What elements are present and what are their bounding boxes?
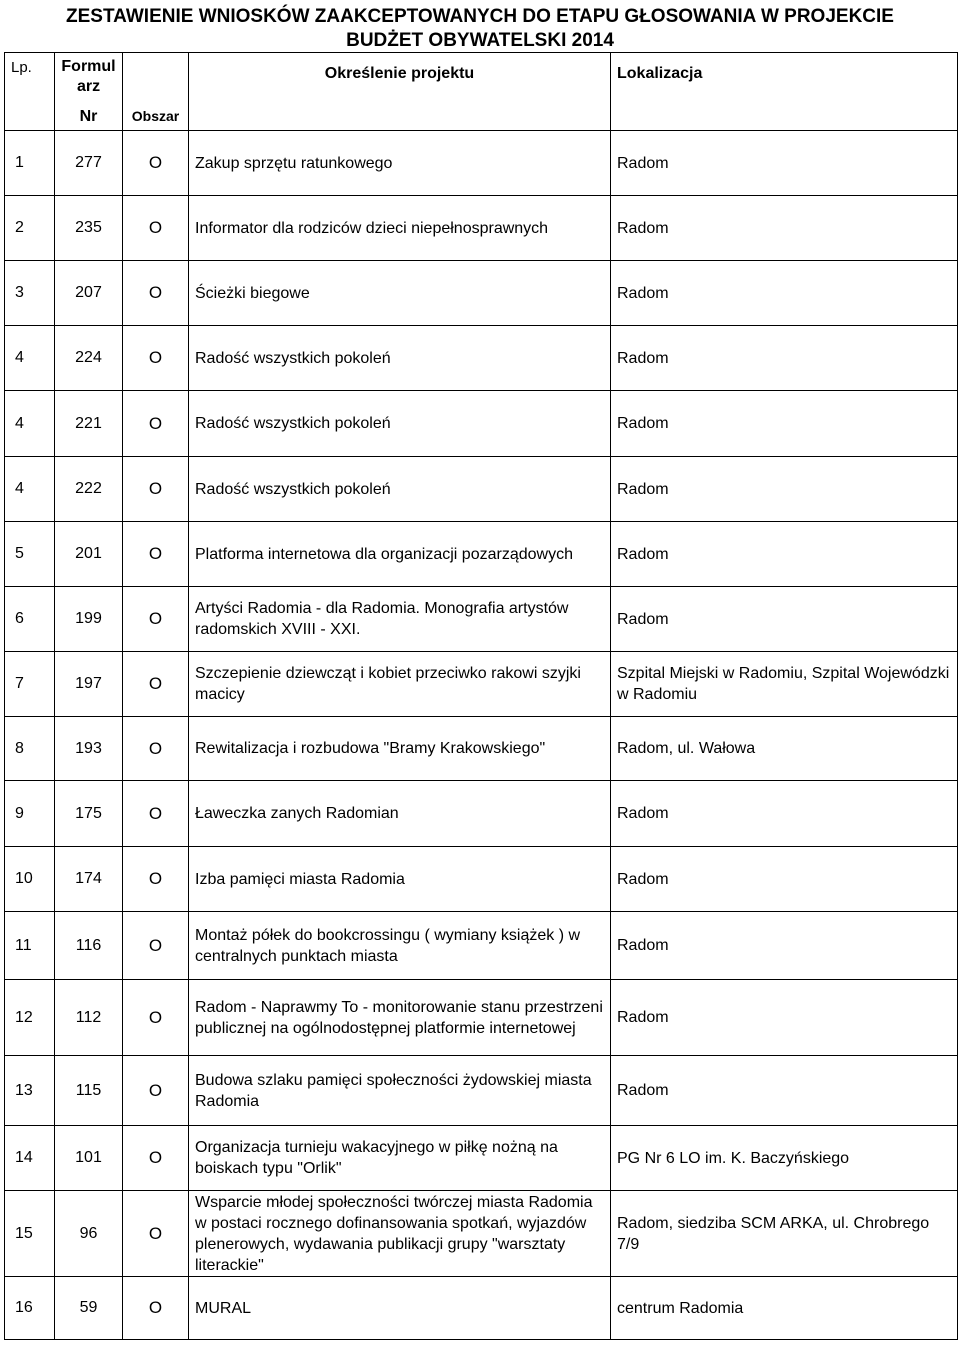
- table-row: [5, 781, 958, 847]
- cell-obszar: O: [123, 261, 189, 326]
- cell-lokalizacja: Radom: [611, 587, 958, 652]
- cell-lp: 6: [5, 587, 55, 652]
- header-lokalizacja: Lokalizacja: [611, 53, 958, 131]
- cell-projekt: MURAL: [189, 1277, 611, 1340]
- cell-obszar: O: [123, 980, 189, 1056]
- cell-lp: 12: [5, 980, 55, 1056]
- cell-projekt: Zakup sprzętu ratunkowego: [189, 131, 611, 196]
- header-projekt: Określenie projektu: [189, 53, 611, 131]
- cell-obszar: O: [123, 391, 189, 457]
- cell-projekt: Radom - Naprawmy To - monitorowanie stanu przestrzeni publicznej na ogólnodostępnej platformie internetowej: [189, 980, 611, 1056]
- cell-nr: 277: [55, 131, 123, 196]
- cell-lp: 4: [5, 326, 55, 391]
- cell-lokalizacja: Radom: [611, 131, 958, 196]
- table-row: [5, 847, 958, 912]
- table-row: [5, 391, 958, 457]
- cell-lp: 5: [5, 522, 55, 587]
- cell-obszar: O: [123, 196, 189, 261]
- table-row: [5, 522, 958, 587]
- cell-projekt: Montaż półek do bookcrossingu ( wymiany książek ) w centralnych punktach miasta: [189, 912, 611, 980]
- cell-lp: 15: [5, 1191, 55, 1277]
- cell-projekt: Izba pamięci miasta Radomia: [189, 847, 611, 912]
- cell-nr: 174: [55, 847, 123, 912]
- cell-projekt: Ławeczka zanych Radomian: [189, 781, 611, 847]
- projects-table: [4, 52, 958, 1340]
- cell-lokalizacja: Radom: [611, 196, 958, 261]
- header-nr: [55, 53, 123, 131]
- cell-projekt: Platforma internetowa dla organizacji pozarządowych: [189, 522, 611, 587]
- cell-obszar: O: [123, 1191, 189, 1277]
- table-row: [5, 131, 958, 196]
- cell-projekt: Wsparcie młodej społeczności twórczej miasta Radomia w postaci rocznego dofinansowania spotkań, wyjazdów plenerowych, wydawania publikacji grupy "warsztaty literackie": [189, 1191, 611, 1277]
- header-obszar: Obszar: [123, 53, 189, 131]
- cell-nr: 201: [55, 522, 123, 587]
- cell-projekt: Ścieżki biegowe: [189, 261, 611, 326]
- cell-obszar: O: [123, 717, 189, 781]
- cell-lokalizacja: Szpital Miejski w Radomiu, Szpital Wojewódzki w Radomiu: [611, 652, 958, 717]
- table-body: [5, 53, 958, 1340]
- cell-lokalizacja: Radom: [611, 326, 958, 391]
- cell-projekt: Radość wszystkich pokoleń: [189, 326, 611, 391]
- cell-lokalizacja: Radom, ul. Wałowa: [611, 717, 958, 781]
- table-row: [5, 1126, 958, 1191]
- cell-lp: 1: [5, 131, 55, 196]
- cell-lp: 7: [5, 652, 55, 717]
- title-line-2: BUDŻET OBYWATELSKI 2014: [346, 30, 614, 51]
- cell-obszar: O: [123, 847, 189, 912]
- cell-obszar: O: [123, 1126, 189, 1191]
- cell-lokalizacja: Radom: [611, 912, 958, 980]
- cell-projekt: Radość wszystkich pokoleń: [189, 391, 611, 457]
- cell-nr: 224: [55, 326, 123, 391]
- table-row: [5, 912, 958, 980]
- cell-nr: 116: [55, 912, 123, 980]
- cell-obszar: O: [123, 326, 189, 391]
- cell-projekt: Radość wszystkich pokoleń: [189, 457, 611, 522]
- cell-lp: 4: [5, 391, 55, 457]
- table-row: [5, 326, 958, 391]
- cell-obszar: O: [123, 1277, 189, 1340]
- cell-lokalizacja: Radom: [611, 261, 958, 326]
- cell-lp: 3: [5, 261, 55, 326]
- cell-nr: 193: [55, 717, 123, 781]
- cell-lp: 8: [5, 717, 55, 781]
- cell-lokalizacja: Radom: [611, 781, 958, 847]
- table-row: [5, 587, 958, 652]
- cell-lokalizacja: Radom: [611, 522, 958, 587]
- cell-obszar: O: [123, 912, 189, 980]
- table-row: [5, 457, 958, 522]
- cell-lp: 2: [5, 196, 55, 261]
- cell-lokalizacja: Radom: [611, 457, 958, 522]
- header-row: [5, 53, 958, 131]
- cell-projekt: Rewitalizacja i rozbudowa "Bramy Krakowskiego": [189, 717, 611, 781]
- table-row: [5, 1056, 958, 1126]
- table-row: [5, 980, 958, 1056]
- cell-lp: 11: [5, 912, 55, 980]
- cell-obszar: O: [123, 522, 189, 587]
- table-row: [5, 1277, 958, 1340]
- cell-lokalizacja: Radom: [611, 980, 958, 1056]
- cell-lokalizacja: Radom, siedziba SCM ARKA, ul. Chrobrego 7/9: [611, 1191, 958, 1277]
- cell-lp: 10: [5, 847, 55, 912]
- cell-projekt: Szczepienie dziewcząt i kobiet przeciwko rakowi szyjki macicy: [189, 652, 611, 717]
- cell-obszar: O: [123, 457, 189, 522]
- cell-obszar: O: [123, 1056, 189, 1126]
- title-line-1: ZESTAWIENIE WNIOSKÓW ZAAKCEPTOWANYCH DO ETAPU GŁOSOWANIA W PROJEKCIE: [66, 6, 894, 27]
- header-nr-label: Nr: [79, 107, 98, 125]
- cell-nr: 101: [55, 1126, 123, 1191]
- cell-lokalizacja: Radom: [611, 391, 958, 457]
- cell-nr: 115: [55, 1056, 123, 1126]
- table-row: [5, 1191, 958, 1277]
- cell-projekt: Budowa szlaku pamięci społeczności żydowskiej miasta Radomia: [189, 1056, 611, 1126]
- cell-obszar: O: [123, 587, 189, 652]
- cell-obszar: O: [123, 131, 189, 196]
- cell-nr: 235: [55, 196, 123, 261]
- table-row: [5, 652, 958, 717]
- cell-lp: 9: [5, 781, 55, 847]
- header-formularz-mid: arz: [76, 77, 101, 95]
- cell-projekt: Informator dla rodziców dzieci niepełnosprawnych: [189, 196, 611, 261]
- cell-projekt: Artyści Radomia - dla Radomia. Monografia artystów radomskich XVIII - XXI.: [189, 587, 611, 652]
- table-row: [5, 717, 958, 781]
- cell-lp: 16: [5, 1277, 55, 1340]
- table-row: [5, 261, 958, 326]
- cell-lokalizacja: Radom: [611, 847, 958, 912]
- document-title: [4, 5, 956, 53]
- cell-lp: 13: [5, 1056, 55, 1126]
- cell-lokalizacja: centrum Radomia: [611, 1277, 958, 1340]
- cell-nr: 207: [55, 261, 123, 326]
- cell-nr: 59: [55, 1277, 123, 1340]
- cell-lokalizacja: Radom: [611, 1056, 958, 1126]
- cell-projekt: Organizacja turnieju wakacyjnego w piłkę nożną na boiskach typu "Orlik": [189, 1126, 611, 1191]
- cell-nr: 199: [55, 587, 123, 652]
- table-row: [5, 196, 958, 261]
- cell-obszar: O: [123, 652, 189, 717]
- header-lp: Lp.: [5, 53, 55, 131]
- cell-nr: 197: [55, 652, 123, 717]
- cell-nr: 222: [55, 457, 123, 522]
- cell-nr: 96: [55, 1191, 123, 1277]
- cell-lp: 14: [5, 1126, 55, 1191]
- cell-lokalizacja: PG Nr 6 LO im. K. Baczyńskiego: [611, 1126, 958, 1191]
- cell-nr: 112: [55, 980, 123, 1056]
- cell-nr: 221: [55, 391, 123, 457]
- cell-lp: 4: [5, 457, 55, 522]
- header-formularz-top: Formul: [61, 57, 116, 75]
- cell-nr: 175: [55, 781, 123, 847]
- cell-obszar: O: [123, 781, 189, 847]
